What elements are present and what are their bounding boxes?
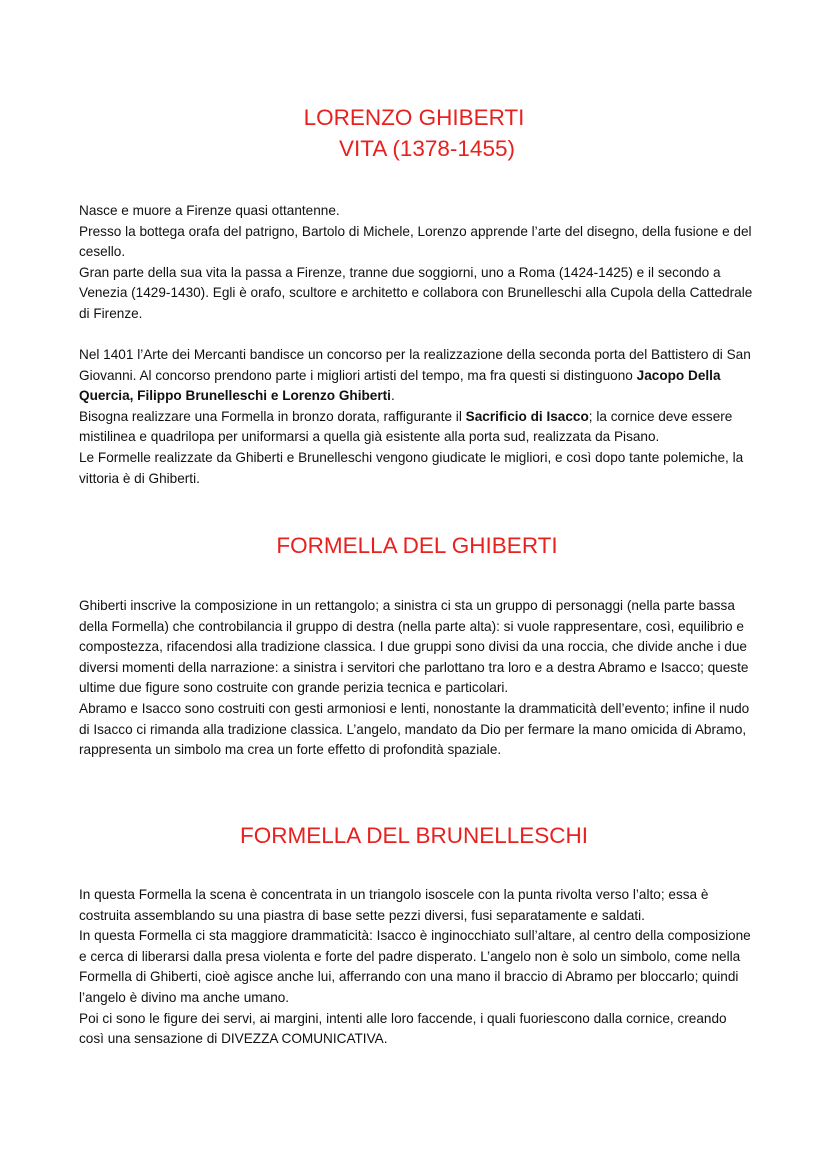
concorso-paragraph-3: Le Formelle realizzate da Ghiberti e Brunelleschi vengono giudicate le migliori, e così dopo tante polemiche, la vittoria è di Ghiberti.: [79, 449, 744, 486]
ghiberti-paragraph-2: Abramo e Isacco sono costruiti con gesti armoniosi e lenti, nonostante la drammaticità dell’evento; infine il nudo di Isacco ci rimanda alla tradizione classica. L’angelo, mandato da Dio per fermare la mano omicida di Abramo, rappresenta un simbolo ma crea un forte effetto di profondità spaziale.: [79, 700, 750, 758]
section-vita: [79, 201, 753, 325]
concorso-artists-bold: Jacopo Della Quercia, Filippo Brunelleschi e Lorenzo Ghiberti: [79, 367, 721, 404]
section-formella-brunelleschi: [79, 885, 753, 1050]
concorso-paragraph-2: [79, 407, 753, 448]
sacrificio-bold: Sacrificio di Isacco: [465, 408, 589, 424]
section-formella-ghiberti: [79, 596, 753, 761]
vita-paragraph-2: Presso la bottega orafa del patrigno, Bartolo di Michele, Lorenzo apprende l’arte del disegno, della fusione e del cesello.: [79, 223, 752, 260]
document-title: [0, 102, 828, 164]
title-dates: VITA (1378-1455): [339, 136, 515, 161]
concorso-text: Nel 1401 l’Arte dei Mercanti bandisce un concorso per la realizzazione della seconda porta del Battistero di San Giovanni. Al concorso prendono parte i migliori artisti del tempo, ma fra questi si distinguono: [79, 347, 751, 383]
concorso-text-end: ; la cornice deve essere mistilinea e quadrilopa per uniformarsi a quella già esistente alla porta sud, realizzata da Pisano.: [79, 408, 733, 445]
brunelleschi-paragraph-1: In questa Formella la scena è concentrata in un triangolo isoscele con la punta rivolta verso l’alto; essa è costruita assemblando su una piastra di base sette pezzi diversi, fusi separatamente e saldati.: [79, 887, 709, 923]
concorso-text: Bisogna realizzare una Formella in bronzo dorata, raffigurante il: [79, 408, 466, 424]
concorso-paragraph-1: [79, 345, 753, 407]
vita-paragraph-1: Nasce e muore a Firenze quasi ottantenne.: [79, 203, 340, 218]
ghiberti-paragraph-1: Ghiberti inscrive la composizione in un rettangolo; a sinistra ci sta un gruppo di personaggi (nella parte bassa della Formella) che controbilancia il gruppo di destra (nella parte alta): si vuole rappresentare, così, equilibrio e compostezza, rifacendosi alla tradizione classica. I due gruppi sono divisi da una roccia, che divide anche i due diversi momenti della narrazione: a sinistra i servitori che parlottano tra loro e a destra Abramo e Isacco; queste ultime due figure sono costruite con grande perizia tecnica e particolari.: [79, 598, 749, 696]
heading-formella-ghiberti: FORMELLA DEL GHIBERTI: [276, 533, 558, 558]
title-name: LORENZO GHIBERTI: [303, 105, 525, 130]
section-concorso: [79, 345, 753, 489]
brunelleschi-paragraph-2: In questa Formella ci sta maggiore drammaticità: Isacco è inginocchiato sull’altare, al centro della composizione e cerca di liberarsi dalla presa violenta e forte del padre disperato. L’angelo non è solo un simbolo, come nella Formella di Ghiberti, cioè agisce anche lui, afferrando con una mano il braccio di Abramo per bloccarlo; quindi l’angelo è divino ma anche umano.: [79, 928, 751, 1005]
brunelleschi-paragraph-3: Poi ci sono le figure dei servi, ai margini, intenti alle loro faccende, i quali fuoriescono dalla cornice, creando così una sensazione di DIVEZZA COMUNICATIVA.: [79, 1010, 727, 1047]
heading-formella-brunelleschi: FORMELLA DEL BRUNELLESCHI: [239, 823, 589, 848]
concorso-text-end: .: [390, 388, 395, 404]
vita-paragraph-3: Gran parte della sua vita la passa a Firenze, tranne due soggiorni, uno a Roma (1424-1425) e il secondo a Venezia (1429-1430). Egli è orafo, scultore e architetto e collabora con Brunelleschi alla Cupola della Cattedrale di Firenze.: [79, 264, 753, 321]
